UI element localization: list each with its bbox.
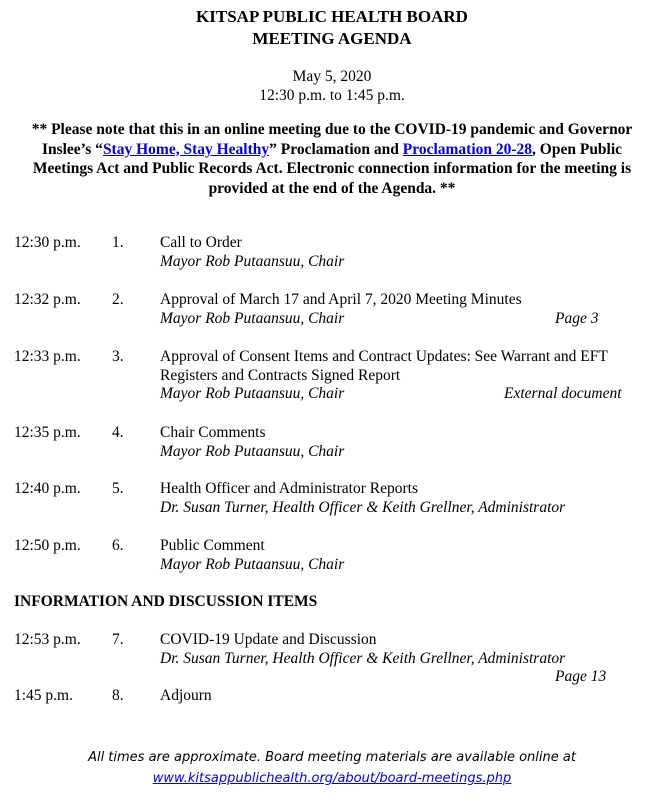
item-time: 12:33 p.m. — [14, 348, 81, 365]
item-title: Approval of Consent Items and Contract Updates: See Warrant and EFT Registers and Contracts Signed Report — [160, 348, 608, 384]
footer-note: All times are approximate. Board meeting materials are available online at — [88, 750, 576, 765]
section-heading: INFORMATION AND DISCUSSION ITEMS — [14, 593, 318, 610]
item-time: 12:50 p.m. — [14, 537, 81, 554]
item-presenter: Mayor Rob Putaansuu, Chair — [160, 252, 345, 270]
item-presenter: Mayor Rob Putaansuu, Chair — [160, 309, 345, 327]
item-number: 1. — [112, 234, 124, 251]
item-page-ref: Page 13 — [555, 668, 607, 685]
org-title: KITSAP PUBLIC HEALTH BOARD — [196, 7, 468, 26]
meeting-time-range: 12:30 p.m. to 1:45 p.m. — [259, 87, 405, 104]
item-number: 6. — [112, 537, 124, 554]
item-time: 12:35 p.m. — [14, 424, 81, 441]
item-presenter: Mayor Rob Putaansuu, Chair — [160, 442, 345, 460]
item-title: Call to Order — [160, 234, 242, 251]
item-time: 12:53 p.m. — [14, 631, 81, 648]
item-number: 5. — [112, 480, 124, 497]
stay-home-stay-healthy-link[interactable]: Stay Home, Stay Healthy — [102, 140, 270, 158]
item-time: 1:45 p.m. — [14, 687, 73, 704]
item-external-ref: External document — [504, 385, 622, 402]
item-time: 12:32 p.m. — [14, 291, 81, 308]
proclamation-20-28-link[interactable]: Proclamation 20-28 — [402, 140, 533, 158]
item-title: Chair Comments — [160, 424, 266, 441]
board-meetings-link[interactable]: www.kitsappublichealth.org/about/board-meetings.php — [152, 771, 512, 786]
item-time: 12:30 p.m. — [14, 234, 81, 251]
footer — [0, 747, 664, 789]
item-presenter: Dr. Susan Turner, Health Officer & Keith Grellner, Administrator — [160, 649, 566, 667]
notice-suffix: , Open Public Meetings Act and Public Records Act. Electronic connection information for the meeting is provided at the end of the Agenda. ** — [32, 140, 632, 197]
item-number: 8. — [112, 687, 124, 704]
item-presenter: Mayor Rob Putaansuu, Chair — [160, 555, 345, 573]
meeting-date: May 5, 2020 — [292, 68, 372, 85]
item-page-ref: Page 3 — [555, 309, 599, 327]
covid-notice — [10, 120, 654, 198]
notice-prefix: ** Please note that this in an online meeting due to the COVID-19 pandemic and Governor Inslee’s “ — [31, 121, 633, 158]
item-number: 2. — [112, 291, 124, 308]
item-time: 12:40 p.m. — [14, 480, 81, 497]
item-presenter: Mayor Rob Putaansuu, Chair — [160, 385, 345, 402]
item-title: Health Officer and Administrator Reports — [160, 480, 418, 497]
item-presenter: Dr. Susan Turner, Health Officer & Keith Grellner, Administrator — [160, 498, 566, 516]
item-title: Public Comment — [160, 537, 265, 554]
item-title: COVID-19 Update and Discussion — [160, 631, 377, 648]
item-number: 3. — [112, 348, 124, 365]
item-title: Approval of March 17 and April 7, 2020 Meeting Minutes — [160, 291, 522, 308]
doc-title: MEETING AGENDA — [252, 29, 412, 48]
item-number: 4. — [112, 424, 124, 441]
notice-middle: ” Proclamation and — [269, 140, 403, 158]
item-number: 7. — [112, 631, 124, 648]
item-title: Adjourn — [160, 687, 212, 704]
